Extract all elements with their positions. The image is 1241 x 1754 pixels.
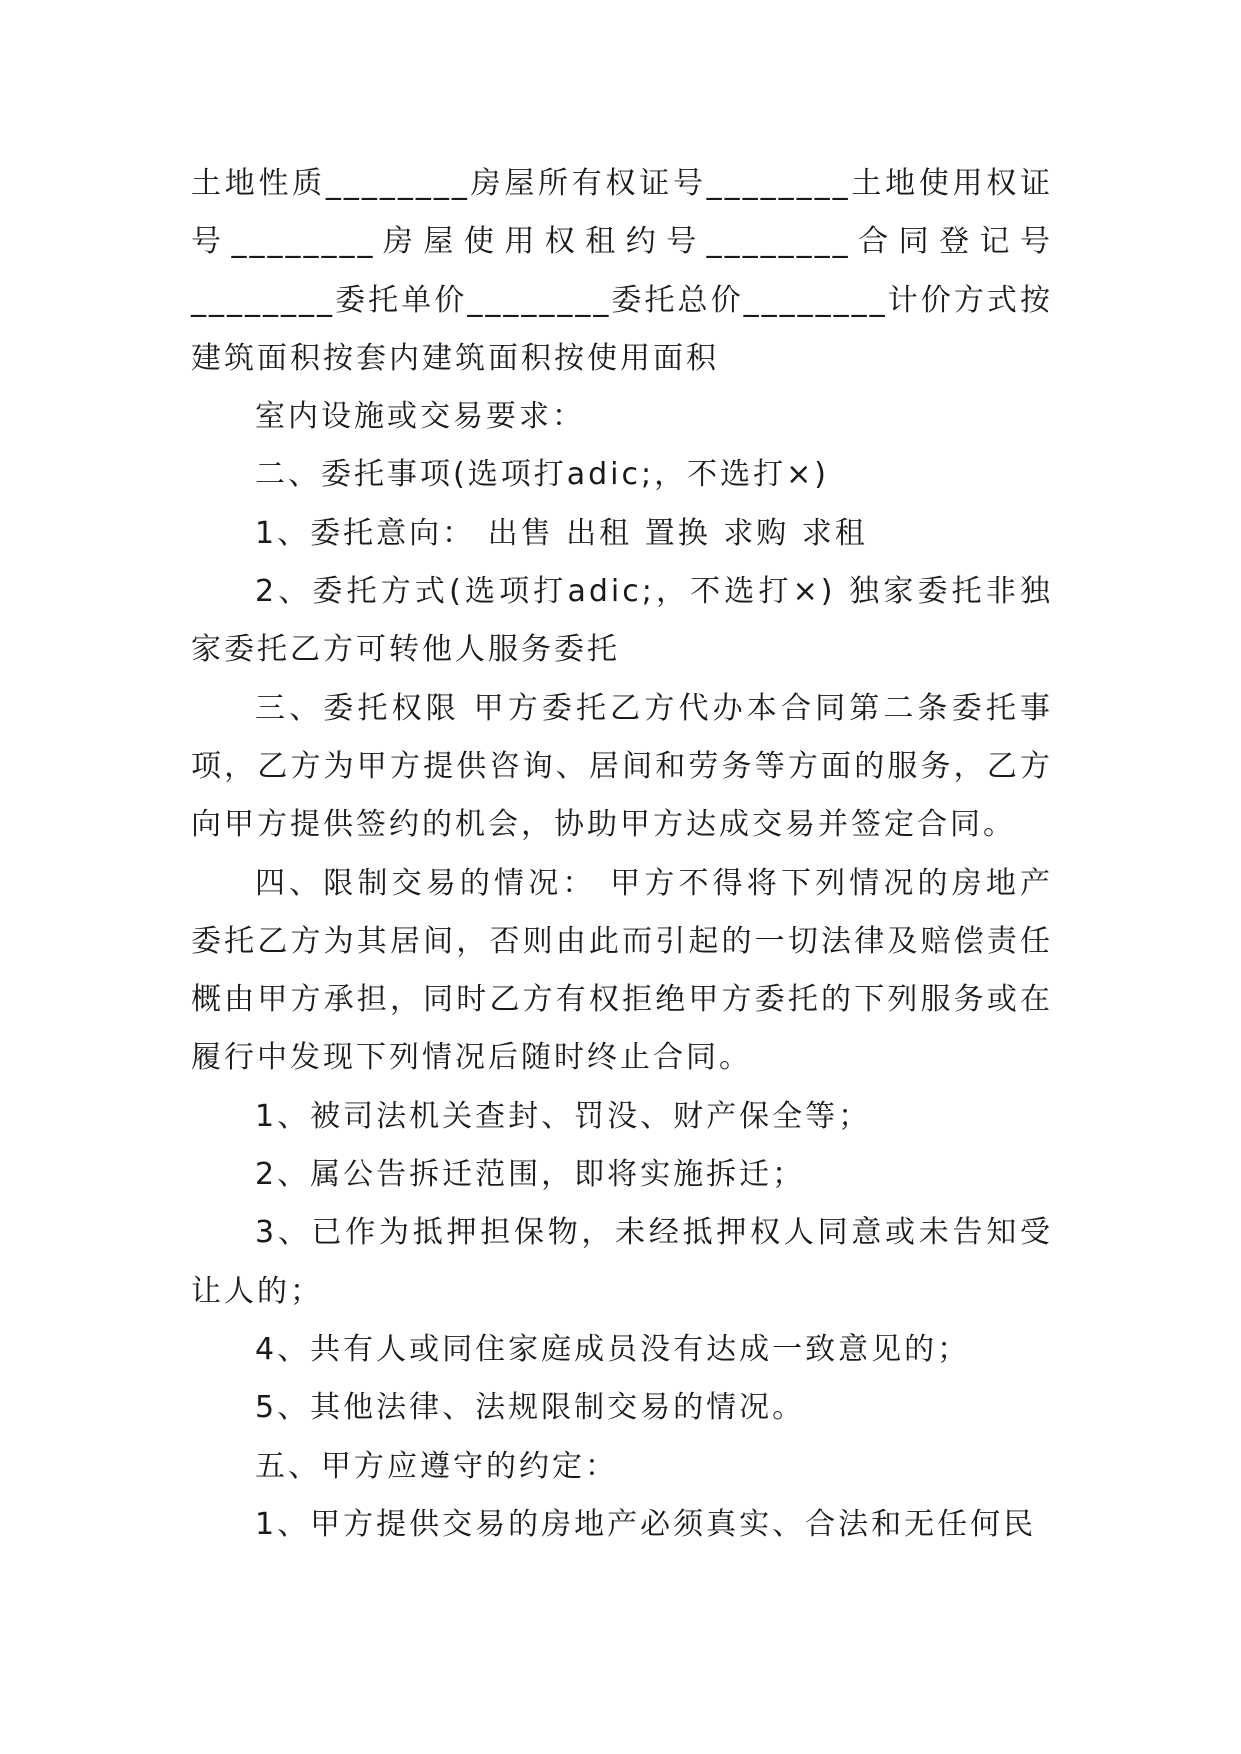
list-item-1: 1、被司法机关查封、罚没、财产保全等； [255, 1098, 872, 1134]
paragraph-property-info: 土地性质________房屋所有权证号________土地使用权证号________房屋使用权租约号________合同登记号________委托单价________委托总价________计价方式按建筑面积按套内建筑面积按使用面积 [191, 166, 1053, 376]
paragraph-facilities: 室内设施或交易要求： [255, 399, 585, 435]
paragraph-method: 2、委托方式(选项打adic;，不选打×) 独家委托非独家委托乙方可转他人服务委托 [191, 574, 1053, 668]
list-item-3: 3、已作为抵押担保物，未经抵押权人同意或未告知受让人的； [191, 1215, 1053, 1309]
paragraph-authority: 三、委托权限 甲方委托乙方代办本合同第二条委托事项，乙方为甲方提供咨询、居间和劳务等方面的服务，乙方向甲方提供签约的机会，协助甲方达成交易并签定合同。 [191, 690, 1053, 843]
paragraph-intent: 1、委托意向： 出售 出租 置换 求购 求租 [255, 515, 868, 551]
document-page [191, 155, 1053, 1554]
list-item-4: 4、共有人或同住家庭成员没有达成一致意见的； [255, 1331, 971, 1367]
heading-entrusted-matters: 二、委托事项(选项打adic;，不选打×) [255, 457, 829, 493]
paragraph-obligation-1: 1、甲方提供交易的房地产必须真实、合法和无任何民 [255, 1506, 1037, 1542]
paragraph-restrictions: 四、限制交易的情况： 甲方不得将下列情况的房地产委托乙方为其居间，否则由此而引起的一切法律及赔偿责任概由甲方承担，同时乙方有权拒绝甲方委托的下列服务或在履行中发现下列情况后随时终止合同。 [191, 865, 1053, 1076]
list-item-5: 5、其他法律、法规限制交易的情况。 [255, 1390, 806, 1426]
heading-party-a-obligations: 五、甲方应遵守的约定： [255, 1448, 618, 1484]
list-item-2: 2、属公告拆迁范围，即将实施拆迁； [255, 1157, 806, 1193]
